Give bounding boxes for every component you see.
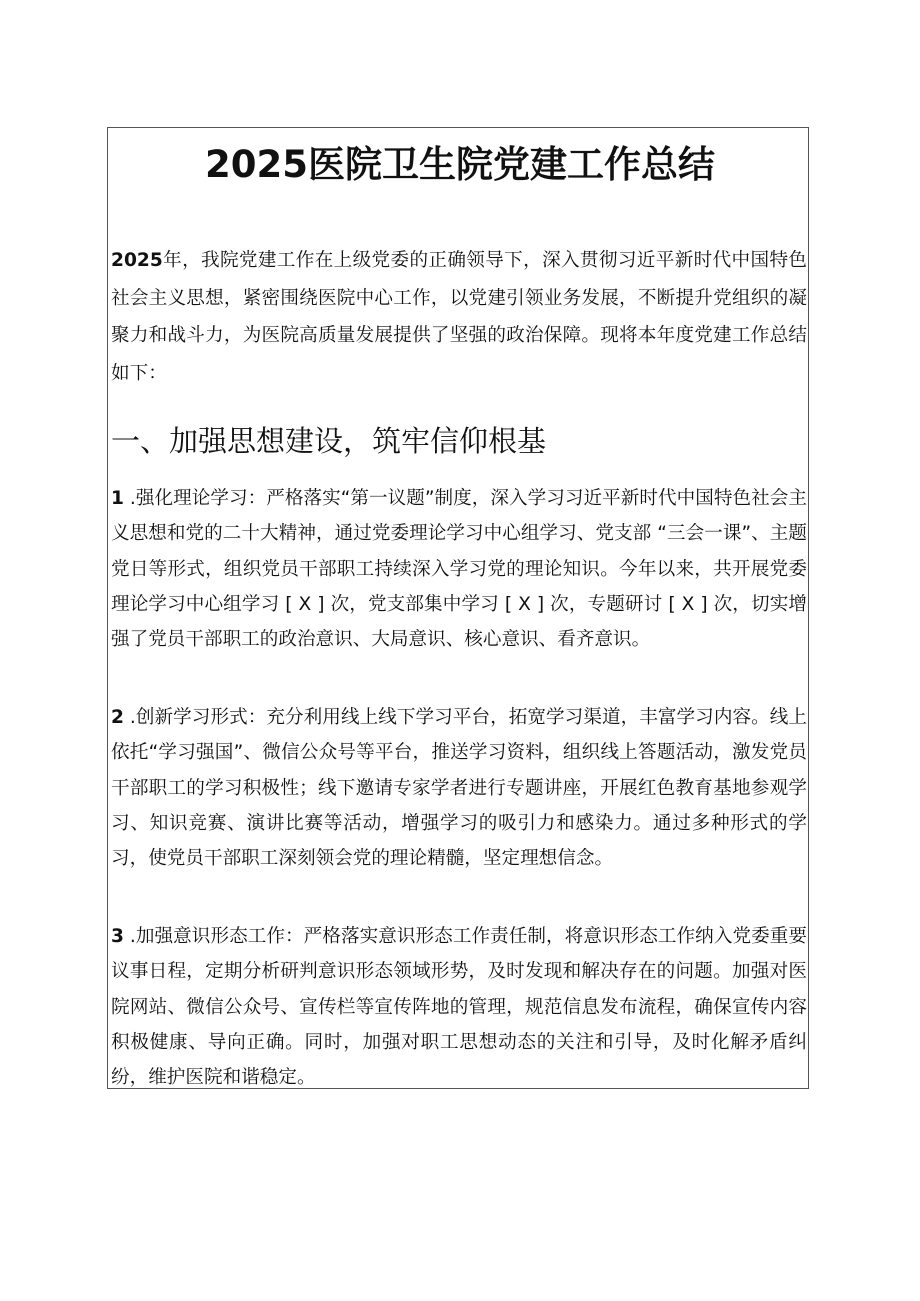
- list-item: [111, 481, 807, 657]
- item-text: .强化理论学习：严格落实“第一议题”制度，深入学习习近平新时代中国特色社会主义思想和党的二十大精神，通过党委理论学习中心组学习、党支部 “三会一课”、主题党日等形式，组织党员干部职工持续深入学习党的理论知识。今年以来，共开展党委理论学习中心组学习 [ X ] 次，党支部集中学习 [ X ] 次，专题研讨 [ X ] 次，切实增强了党员干部职工的政治意识、大局意识、核心意识、看齐意识。: [111, 488, 807, 651]
- section-heading-1: 一、加强思想建设，筑牢信仰根基: [111, 424, 547, 458]
- list-item: [111, 700, 807, 876]
- item-number: 3: [111, 926, 124, 947]
- item-text: .加强意识形态工作：严格落实意识形态工作责任制，将意识形态工作纳入党委重要议事日程，定期分析研判意识形态领域形势，及时发现和解决存在的问题。加强对医院网站、微信公众号、宣传栏等宣传阵地的管理，规范信息发布流程，确保宣传内容积极健康、导向正确。同时，加强对职工思想动态的关注和引导，及时化解矛盾纠纷，维护医院和谐稳定。: [111, 926, 807, 1089]
- intro-paragraph: [111, 242, 807, 392]
- item-text: .创新学习形式：充分利用线上线下学习平台，拓宽学习渠道，丰富学习内容。线上依托“学习强国”、微信公众号等平台，推送学习资料，组织线上答题活动，激发党员干部职工的学习积极性；线下邀请专家学者进行专题讲座，开展红色教育基地参观学习、知识竞赛、演讲比赛等活动，增强学习的吸引力和感染力。通过多种形式的学习，使党员干部职工深刻领会党的理论精髓，坚定理想信念。: [111, 707, 807, 870]
- intro-year: 2025: [111, 250, 163, 271]
- item-number: 1: [111, 488, 124, 509]
- document-title: 2025医院卫生院党建工作总结: [205, 143, 715, 186]
- intro-text: 年，我院党建工作在上级党委的正确领导下，深入贯彻习近平新时代中国特色社会主义思想，紧密围绕医院中心工作，以党建引领业务发展，不断提升党组织的凝聚力和战斗力，为医院高质量发展提供了坚强的政治保障。现将本年度党建工作总结如下：: [111, 250, 807, 384]
- list-item: [111, 919, 807, 1095]
- item-number: 2: [111, 707, 124, 728]
